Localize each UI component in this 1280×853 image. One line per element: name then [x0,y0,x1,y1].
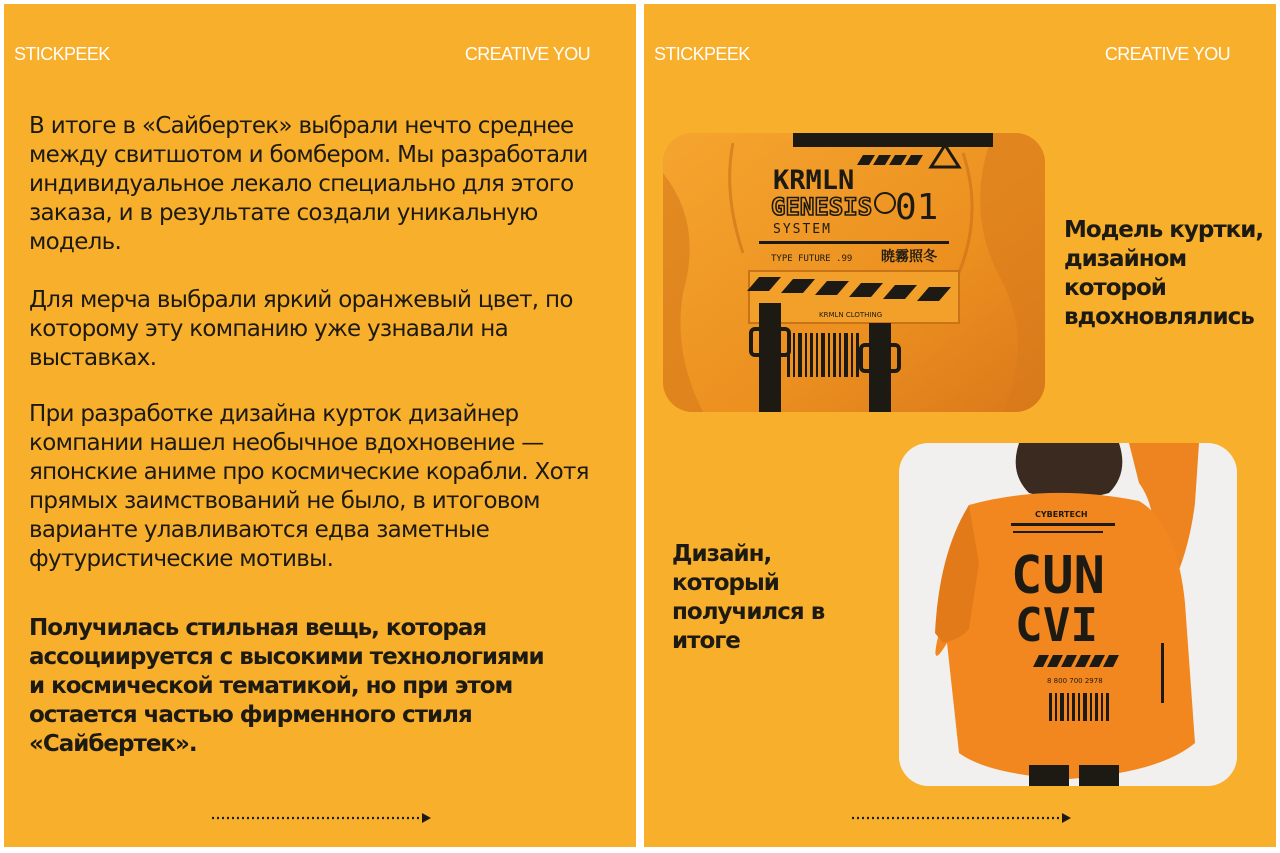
paragraph-3 [29,400,629,574]
text-line: варианте улавливаются едва заметные [29,517,490,543]
caption-line: которой [1064,275,1166,301]
sweatshirt-print-line-1: CUN [1011,546,1105,606]
text-line: остается частью фирменного стиля [29,702,472,728]
jacket-print-system: SYSTEM [773,222,832,237]
paragraph-conclusion [29,614,629,759]
text-line: Получилась стильная вещь, которая [29,615,487,641]
caption-inspiration [1064,216,1263,332]
text-line: футуристические мотивы. [29,546,334,572]
sweatshirt-print-phone: 8 800 700 2978 [1047,677,1103,685]
jacket-print-label: KRMLN CLOTHING [819,311,883,319]
text-line: которому эту компанию уже узнавали на [29,316,509,342]
text-line: ассоциируется с высокими технологиями [29,644,544,670]
text-line: заказа, и в результате создали уникальную [29,200,538,226]
text-line: модель. [29,229,122,255]
slide-right [644,4,1276,847]
jacket-illustration [663,133,1045,412]
text-line: выставках. [29,345,157,371]
caption-line: Модель куртки, [1064,217,1264,243]
text-line: При разработке дизайна курток дизайнер [29,401,519,427]
paragraph-2 [29,286,629,373]
sweatshirt-print-line-2: CVI [1015,598,1099,652]
text-line: индивидуальное лекало специально для этого [29,171,574,197]
tagline: CREATIVE YOU [464,44,590,64]
caption-result [672,540,824,656]
sweatshirt-print-brand: CYBERTECH [1035,510,1088,519]
brand-logo: STICKPEEK [14,44,110,64]
brand-logo: STICKPEEK [654,44,750,64]
text-line: Для мерча выбрали яркий оранжевый цвет, по [29,287,573,313]
jacket-print-title: KRMLN [773,165,855,196]
caption-line: вдохновлялись [1064,304,1254,330]
slide-left [4,4,636,847]
text-line: компании нашел необычное вдохновение — [29,430,544,456]
caption-line: получился в [672,599,825,625]
tagline: CREATIVE YOU [1104,44,1230,64]
text-line: японские аниме про космические корабли. Хотя [29,459,589,485]
arrow-right-icon[interactable] [210,810,432,826]
jacket-print-kanji: 暁霧照冬 [881,249,937,265]
jacket-print-number: 01 [895,187,939,228]
sweatshirt-illustration [899,443,1237,786]
arrow-right-icon[interactable] [850,810,1072,826]
text-line: «Сайбертек». [29,731,197,757]
text-line: и космической тематикой, но при этом [29,673,513,699]
text-line: прямых заимствований не было, в итоговом [29,488,540,514]
caption-line: итоге [672,628,740,654]
caption-line: дизайном [1064,246,1187,272]
text-line: между свитшотом и бомбером. Мы разработали [29,142,588,168]
text-line: В итоге в «Сайбертек» выбрали нечто среднее [29,113,574,139]
jacket-print-subtitle: GENESIS [771,193,873,221]
caption-line: который [672,570,779,596]
jacket-print-type: TYPE FUTURE .99 [771,254,853,264]
caption-line: Дизайн, [672,541,772,567]
jacket-photo [663,133,1045,412]
paragraph-1 [29,112,629,257]
sweatshirt-photo [899,443,1237,786]
